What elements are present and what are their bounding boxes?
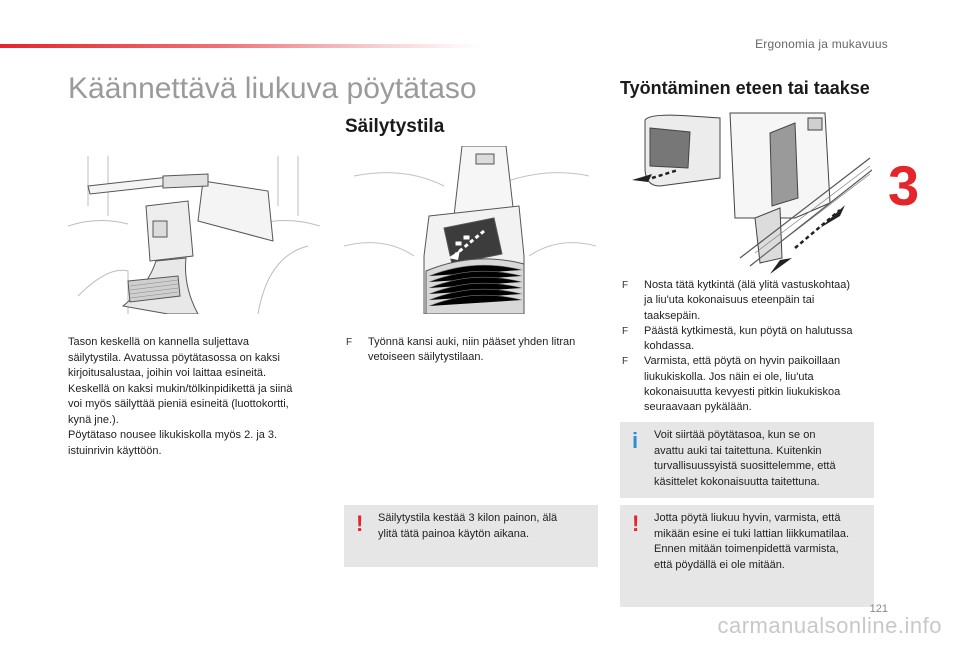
bullet-mark: F: [622, 325, 629, 337]
storage-compartment-drawing: [344, 146, 596, 314]
slide-warning-box: [620, 505, 874, 607]
text-line: vetoiseen säilytystilaan.: [368, 351, 484, 364]
bullet-mark: F: [622, 356, 629, 368]
text-line: ja liu'uta kokonaisuus eteenpäin tai: [644, 294, 815, 307]
text-line: Ennen mitään toimenpidettä varmista,: [654, 543, 839, 555]
bullet-mark: F: [346, 337, 353, 348]
page-title: Käännettävä liukuva pöytätaso: [68, 72, 477, 105]
text-line: Keskellä on kaksi mukin/tölkinpidikettä ja siinä: [68, 382, 293, 395]
storage-warning-box: [344, 505, 598, 567]
text-line: Voit siirtää pöytätasoa, kun se on: [654, 429, 816, 441]
list-item: [622, 324, 878, 355]
text-line: Nosta tätä kytkintä (älä ylitä vastuskohtaa): [644, 279, 851, 291]
list-item: [622, 354, 878, 415]
text-line: Säilytystila kestää 3 kilon painon, älä: [378, 512, 558, 524]
text-line: kirjoitusalustaa, joihin voi laittaa esineitä.: [68, 367, 267, 379]
text-line: säilytystila. Avatussa pöytätasossa on kaksi: [68, 351, 280, 364]
info-box: [620, 422, 874, 498]
text-line: Pöytätaso nousee likukiskolla myös 2. ja 3.: [68, 429, 278, 441]
storage-bullets: [346, 335, 602, 366]
text-line: mikään esine ei tuki lattian liikkumatilaa.: [654, 527, 850, 540]
text-line: turvallisuussyistä suosittelemme, että: [654, 460, 836, 472]
watermark: carmanualsonline.info: [717, 613, 942, 638]
exclamation-icon: !: [356, 511, 364, 536]
text-line: voi myös säilyttää pieniä esineitä (luottokortti,: [68, 398, 289, 410]
exclamation-icon: !: [632, 511, 640, 536]
text-line: Varmista, että pöytä on hyvin paikoillaan: [644, 355, 841, 368]
bullet-mark: F: [622, 280, 629, 291]
text-line: Tason keskellä on kannella suljettava: [68, 336, 250, 348]
text-line: seuraavaan pykälään.: [644, 401, 752, 414]
header-accent-bar: [0, 44, 480, 48]
table-illustration: [68, 146, 320, 314]
text-line: taaksepäin.: [644, 309, 701, 322]
list-item: [622, 278, 878, 324]
text-line: käsittelet kokonaisuutta taitettuna.: [654, 475, 820, 488]
table-description: [68, 335, 330, 459]
sliding-mechanism-drawing: [620, 108, 872, 274]
chapter-number: 3: [888, 154, 920, 217]
text-line: istuinrivin käyttöön.: [68, 444, 162, 457]
text-line: avattu auki tai taitettuna. Kuitenkin: [654, 444, 822, 457]
slide-heading: Työntäminen eteen tai taakse: [620, 78, 870, 98]
slide-illustration: [620, 108, 872, 274]
text-line: kynä jne.).: [68, 413, 119, 426]
text-line: kohdassa.: [644, 340, 695, 353]
info-icon: i: [632, 428, 639, 453]
text-line: kokonaisuutta kevyesti pitkin liukukiskoa: [644, 386, 841, 399]
text-line: että pöydällä ei ole mitään.: [654, 558, 785, 571]
text-line: liukukiskolla. Jos näin ei ole, liu'uta: [644, 370, 814, 383]
section-label: Ergonomia ja mukavuus: [755, 37, 888, 51]
text-line: ylitä tätä painoa käytön aikana.: [378, 527, 530, 540]
storage-illustration: [344, 146, 596, 314]
storage-heading: Säilytystila: [345, 116, 445, 137]
slide-bullets: [622, 278, 878, 416]
page-number: 121: [869, 603, 888, 615]
text-line: Päästä kytkimestä, kun pöytä on halutussa: [644, 324, 853, 337]
text-line: Jotta pöytä liukuu hyvin, varmista, että: [654, 512, 841, 524]
text-line: Työnnä kansi auki, niin pääset yhden litran: [368, 336, 576, 348]
list-item: [346, 335, 602, 366]
folding-table-drawing: [68, 146, 320, 314]
